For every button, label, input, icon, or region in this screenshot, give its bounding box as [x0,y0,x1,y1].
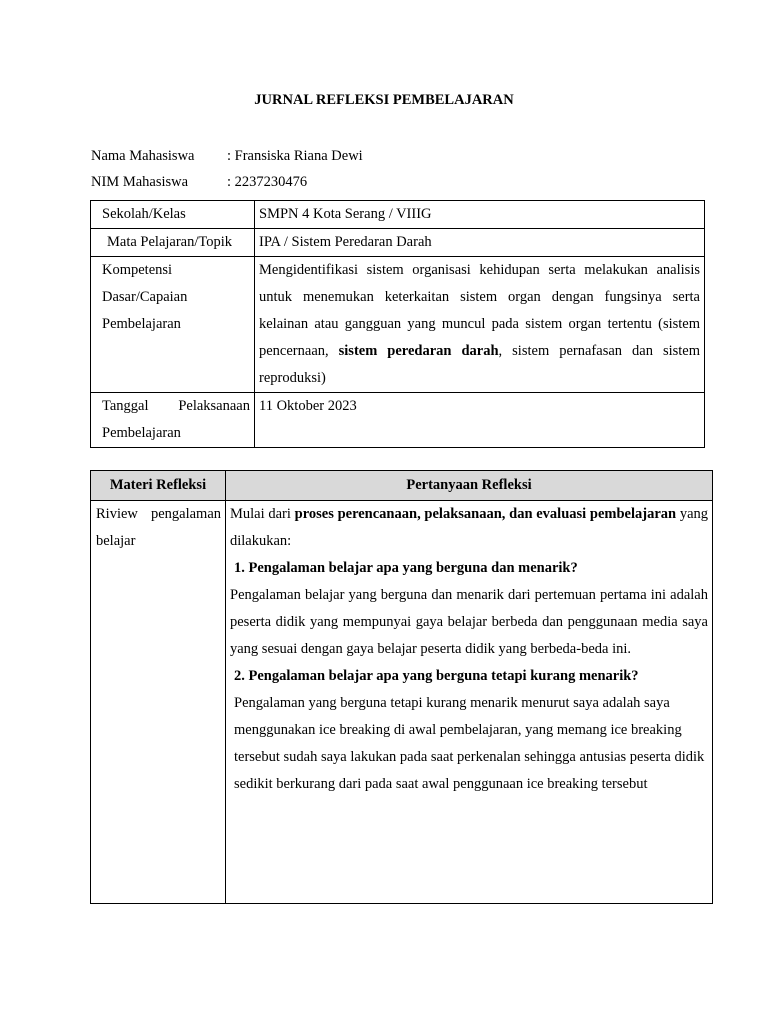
competency-value [255,257,705,393]
table-row [91,229,705,257]
reflection-content [226,501,713,904]
table-row [91,201,705,229]
competency-text: , sistem pernafasan dan sistem reproduksi) [259,343,701,386]
table-row [91,393,705,448]
info-table [90,200,705,448]
date-label-word: Pelaksanaan [178,398,250,414]
document-title: JURNAL REFLEKSI PEMBELAJARAN [254,92,514,108]
student-name-label: Nama Mahasiswa [91,148,195,164]
student-nim-line [91,172,307,192]
question-1: 1. Pengalaman belajar apa yang berguna dan menarik? [234,560,578,576]
subject-label: Mata Pelajaran/Topik [91,229,255,257]
date-value: 11 Oktober 2023 [255,393,705,448]
competency-bold-text: sistem peredaran darah [338,343,499,359]
subject-value: IPA / Sistem Peredaran Darah [255,229,705,257]
reflection-topic: Riview pengalaman belajar [91,501,226,904]
competency-text: Mengidentifikasi sistem organisasi kehidupan serta melakukan analisis untuk menemukan keterkaitan sistem organ dengan fungsinya serta kelainan atau gangguan yang muncul pada sistem organ tertentu (sistem pencernaan, [259,262,700,359]
student-nim-value: : 2237230476 [227,174,308,190]
intro-bold-text: proses perencanaan, pelaksanaan, dan evaluasi pembelajaran [294,506,677,522]
student-nim-label: NIM Mahasiswa [91,174,189,190]
question-2: 2. Pengalaman belajar apa yang berguna tetapi kurang menarik? [234,668,639,684]
school-value: SMPN 4 Kota Serang / VIIIG [255,201,705,229]
competency-label-line: Dasar/Capaian [102,289,188,305]
answer-1: Pengalaman belajar yang berguna dan menarik dari pertemuan pertama ini adalah peserta didik yang mempunyai gaya belajar berbeda dan penggunaan media saya yang sesuai dengan gaya belajar peserta didik yang berbeda-beda ini. [230,587,708,657]
answer-2: Pengalaman yang berguna tetapi kurang menarik menurut saya adalah saya menggunakan ice breaking di awal pembelajaran, yang memang ice breaking tersebut sudah saya lakukan pada saat perkenalan sehingga antusias peserta didik sedikit berkurang dari pada saat awal penggunaan ice breaking tersebut [234,695,705,792]
table-row [91,257,705,393]
reflection-table [90,470,713,904]
intro-text: yang dilakukan: [230,506,709,549]
header-pertanyaan: Pertanyaan Refleksi [226,471,713,501]
date-label-line [102,393,250,420]
competency-label [91,257,255,393]
competency-label-line: Pembelajaran [102,316,181,332]
date-label-line: Pembelajaran [102,425,181,441]
table-row [91,501,713,904]
intro-paragraph [230,501,708,555]
table-header-row [91,471,713,501]
competency-label-line: Kompetensi [102,262,173,278]
student-name-value: : Fransiska Riana Dewi [227,148,363,164]
header-materi: Materi Refleksi [91,471,226,501]
intro-text: Mulai dari [230,506,295,522]
student-name-line [91,146,363,166]
date-label [91,393,255,448]
school-label: Sekolah/Kelas [91,201,255,229]
date-label-word: Tanggal [102,398,149,414]
